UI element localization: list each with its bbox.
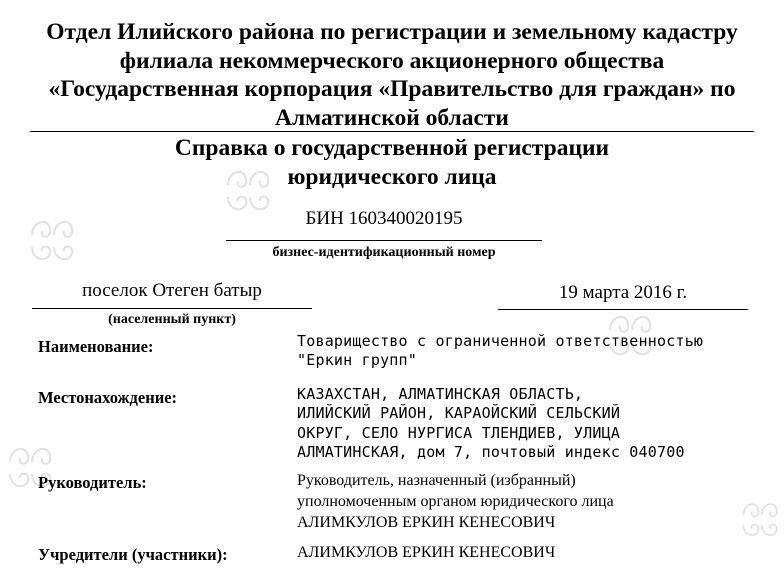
certificate-title [0, 134, 784, 192]
settlement-value: поселок Отеген батыр [82, 280, 262, 301]
certificate-title-line: Справка о государственной регистрации [174, 135, 610, 161]
issuing-authority-header [0, 18, 784, 132]
founders-label: Учредители (участники): [38, 545, 228, 564]
location-value [297, 385, 685, 462]
header-divider [30, 131, 754, 132]
bin-value: БИН 160340020195 [305, 208, 463, 229]
name-line: Товарищество с ограниченной ответственностью [297, 332, 704, 350]
founders-value [297, 543, 555, 562]
location-line: КАЗАХСТАН, АЛМАТИНСКАЯ ОБЛАСТЬ, [297, 385, 584, 403]
name-line: "Еркин групп" [297, 351, 417, 370]
location-line: ОКРУГ, СЕЛО НУРГИСА ТЛЕНДИЕВ, УЛИЦА [297, 423, 621, 442]
date-underline [498, 309, 748, 310]
head-line: АЛИМКУЛОВ ЕРКИН КЕНЕСОВИЧ [297, 514, 556, 531]
header-line: филиала некоммерческого акционерного общества [119, 47, 665, 74]
location-label: Местонахождение: [38, 388, 178, 407]
settlement-caption: (населенный пункт) [108, 312, 236, 327]
name-label: Наименование: [38, 337, 154, 356]
certificate-title-line: юридического лица [287, 164, 497, 190]
name-value [297, 332, 703, 371]
header-line: «Государственная корпорация «Правительство для граждан» по [48, 76, 736, 102]
watermark-ornament-icon [22, 205, 82, 270]
location-line: АЛМАТИНСКАЯ, дом 7, почтовый индекс 040700 [297, 442, 685, 461]
head-line: Руководитель, назначенный (избранный) [297, 472, 576, 489]
head-line: уполномоченным органом юридического лица [297, 493, 614, 510]
settlement-underline [32, 308, 312, 309]
watermark-ornament-icon [735, 485, 784, 550]
header-line: Отдел Илийского района по регистрации и земельному кадастру [46, 19, 738, 45]
bin-caption: бизнес-идентификационный номер [272, 245, 496, 260]
founders-line: АЛИМКУЛОВ ЕРКИН КЕНЕСОВИЧ [297, 544, 556, 561]
location-line: ИЛИЙСКИЙ РАЙОН, КАРАОЙСКИЙ СЕЛЬСКИЙ [297, 404, 621, 423]
bin-underline [226, 240, 542, 241]
head-label: Руководитель: [38, 473, 147, 492]
head-value [297, 470, 614, 533]
registration-date: 19 марта 2016 г. [558, 282, 688, 303]
header-line: Алматинской области [275, 104, 509, 131]
